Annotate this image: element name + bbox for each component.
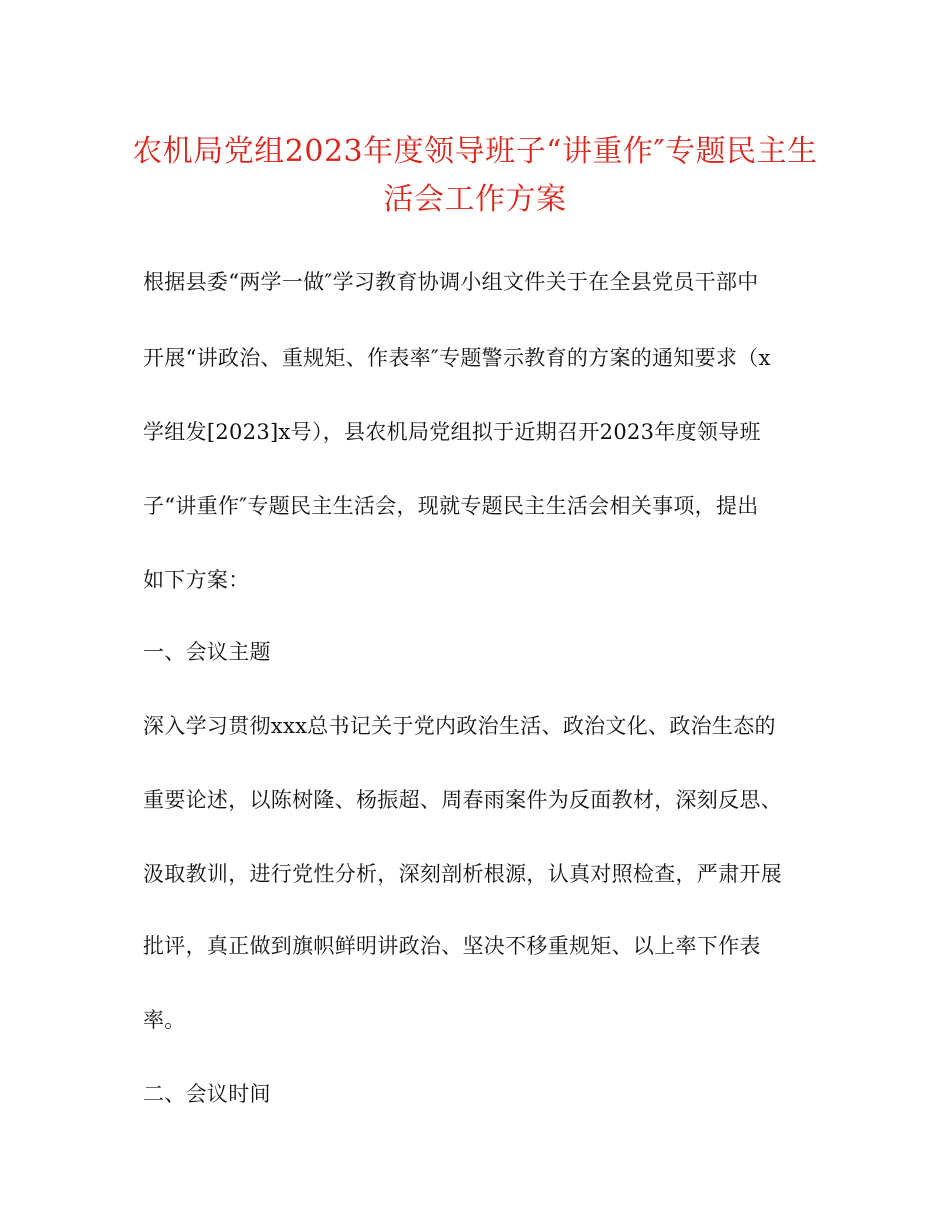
document-title-line-2: 活会工作方案 (383, 182, 567, 217)
body-line-9: 批评，真正做到旗帜鲜明讲政治、坚决不移重规矩、以上率下作表 (143, 934, 761, 958)
section-heading-1: 一、会议主题 (143, 640, 271, 664)
body-line-1: 根据县委“两学一做″学习教育协调小组文件关于在全县党员干部中 (143, 270, 759, 294)
document-title-line-1: 农机局党组2023年度领导班子“讲重作″专题民主生 (132, 134, 818, 169)
body-line-5: 如下方案： (143, 568, 250, 592)
body-line-2: 开展“讲政治、重规矩、作表率″专题警示教育的方案的通知要求（x (143, 346, 771, 370)
body-line-10: 率。 (143, 1008, 186, 1032)
body-line-7: 重要论述，以陈树隆、杨振超、周春雨案件为反面教材，深刻反思、 (143, 788, 782, 812)
section-heading-2: 二、会议时间 (143, 1082, 271, 1106)
body-line-3: 学组发[2023]x号），县农机局党组拟于近期召开2023年度领导班 (143, 420, 761, 444)
body-line-8: 汲取教训，进行党性分析，深刻剖析根源，认真对照检查，严肃开展 (143, 862, 782, 886)
body-line-6: 深入学习贯彻xxx总书记关于党内政治生活、政治文化、政治生态的 (143, 714, 776, 738)
body-line-4: 子“讲重作″专题民主生活会，现就专题民主生活会相关事项，提出 (143, 494, 759, 518)
